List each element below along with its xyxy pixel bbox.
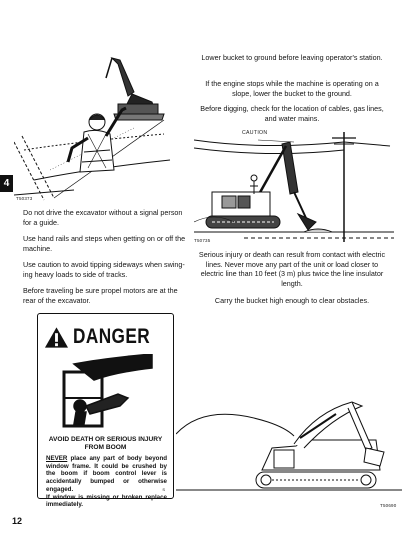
danger-headline: AVOID DEATH OR SERIOUS INJURY FROM BOOM bbox=[48, 436, 163, 451]
paragraph-lower-bucket: Lower bucket to ground before leaving operator's station. bbox=[201, 53, 383, 62]
figure-label-bottom: T50690 bbox=[380, 503, 397, 508]
page-number: 12 bbox=[12, 516, 23, 526]
section-tab: 4 bbox=[0, 175, 13, 192]
excavator-side-illustration bbox=[176, 388, 404, 498]
paragraph-electric-lines: Serious injury or death can result from contact with electric lines. Never move any part of the unit or load closer to electric line than 10 feet (3 m) plus twice the line insulator length. bbox=[198, 250, 386, 288]
figure-label-power: T50735 bbox=[194, 238, 211, 243]
paragraph-tipping: Use caution to avoid tipping sideways when swing-ing heavy loads to side of tracks. bbox=[23, 260, 185, 279]
danger-body-second: If window is missing or broken replace immediately. bbox=[46, 493, 167, 509]
power-line-illustration bbox=[194, 122, 394, 250]
danger-body-paragraph bbox=[46, 455, 167, 494]
paragraph-hand-rails: Use hand rails and steps when getting on or off the machine. bbox=[23, 234, 186, 253]
caution-label: CAUTION bbox=[242, 130, 268, 136]
paragraph-carry-bucket: Carry the bucket high enough to clear obstacles. bbox=[214, 296, 370, 305]
danger-code: S bbox=[162, 487, 165, 492]
paragraph-propel-motors: Before traveling be sure propel motors are at the rear of the excavator. bbox=[23, 286, 178, 305]
signal-person-illustration bbox=[14, 50, 174, 205]
danger-title: DANGER bbox=[72, 325, 151, 348]
figure-label-signal: T50373 bbox=[16, 196, 33, 201]
danger-body-text: place any part of body beyond window frame. It could be crushed by the boom if boom control lever is accidentally bumped or otherwise engaged. bbox=[46, 455, 167, 493]
danger-never-word: NEVER bbox=[46, 455, 68, 462]
warning-triangle-icon bbox=[44, 326, 69, 349]
danger-header bbox=[44, 323, 167, 351]
paragraph-engine-stops: If the engine stops while the machine is operating on a slope, lower the bucket to the ground. bbox=[205, 79, 379, 98]
paragraph-check-cables: Before digging, check for the location of cables, gas lines, and water mains. bbox=[200, 104, 384, 123]
paragraph-signal-person: Do not drive the excavator without a signal person for a guide. bbox=[23, 208, 183, 227]
danger-decal bbox=[37, 313, 174, 509]
danger-body bbox=[46, 455, 167, 509]
crush-hazard-pictogram bbox=[56, 354, 156, 432]
